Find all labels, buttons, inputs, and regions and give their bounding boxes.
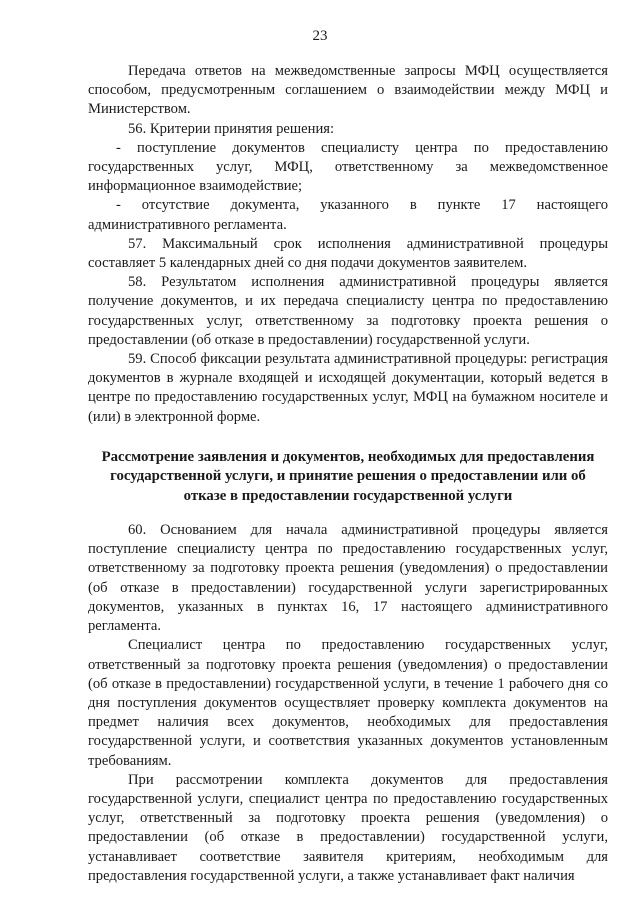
paragraph-specialist-check: Специалист центра по предоставлению государственных услуг, ответственный за подготовку проекта решения (уведомления) о предоставлении (об отказе в предоставлении) государственной услуги, в течение 1 рабочего дня со дня поступления документов осуществляет проверку комплекта документов на предмет наличия всех документов, необходимых для предоставления государственной услуги, и соответствия указанных документов установленным требованиям. — [88, 637, 608, 769]
criteria-item-missing-document: - отсутствие документа, указанного в пункте 17 настоящего административного регламента. — [88, 197, 608, 233]
document-body — [88, 62, 608, 886]
page-number: 23 — [312, 28, 328, 44]
paragraph-57-max-term: 57. Максимальный срок исполнения административной процедуры составляет 5 календарных дней со дня подачи документов заявителем. — [88, 235, 608, 272]
section-heading: Рассмотрение заявления и документов, необходимых для предоставления государственной услуги, и принятие решения о предоставлении или об отказе в предоставлении государственной услуги — [101, 448, 595, 504]
paragraph-mfc-responses: Передача ответов на межведомственные запросы МФЦ осуществляется способом, предусмотренным соглашением о взаимодействии между МФЦ и Министерством. — [88, 63, 608, 118]
paragraph-60-basis: 60. Основанием для начала административной процедуры является поступление специалисту центра по предоставлению государственных услуг, ответственному за подготовку проекта решения (уведомления) о предоставлении (об отказе в предоставлении) государственной услуги зарегистрированных документов, указанных в пунктах 16, 17 настоящего административного регламента. — [88, 522, 608, 635]
paragraph-58-result: 58. Результатом исполнения административной процедуры является получение документов, и их передача специалисту центра по предоставлению государственных услуг, ответственному за подготовку проекта решения о предоставлении (об отказе в предоставлении) государственной услуги. — [88, 274, 608, 348]
criteria-item-documents-received: - поступление документов специалисту центра по предоставлению государственных услуг, МФЦ, ответственному за межведомственное информационное взаимодействие; — [88, 139, 608, 195]
paragraph-56-criteria: 56. Критерии принятия решения: — [128, 120, 335, 137]
paragraph-review-criteria: При рассмотрении комплекта документов для предоставления государственной услуги, специалист центра по предоставлению государственных услуг, ответственный за подготовку проекта решения (уведомления) о предоставлении (об отказе в предоставлении) государственной услуги, устанавливает соответствие заявителя критериям, необходимым для предоставления государственной услуги, а также устанавливает факт наличия — [88, 771, 608, 884]
paragraph-59-recording-method: 59. Способ фиксации результата административной процедуры: регистрация документов в журнале входящей и исходящей документации, который ведется в центре по предоставлению государственных услуг, МФЦ на бумажном носителе и (или) в электронной форме. — [88, 351, 608, 425]
